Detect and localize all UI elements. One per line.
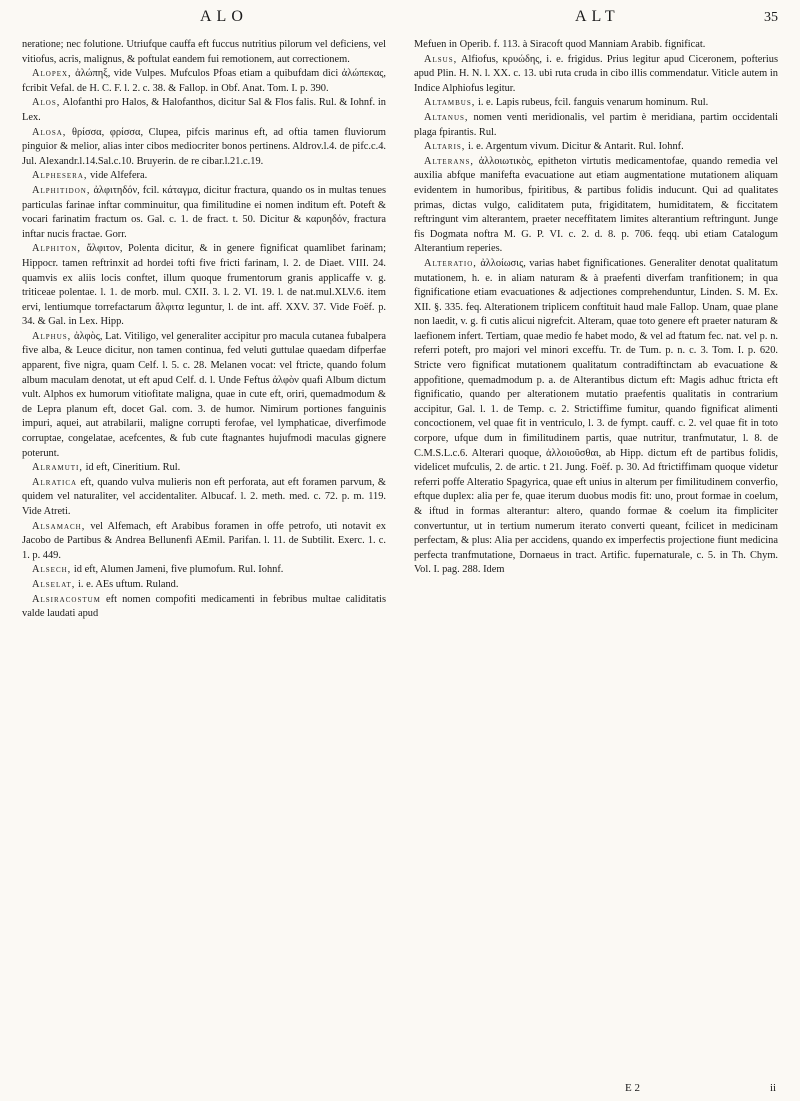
dictionary-entry xyxy=(414,111,778,140)
dictionary-entry xyxy=(22,593,386,622)
catchword: ii xyxy=(770,1082,777,1094)
dictionary-entry xyxy=(22,520,386,564)
entry-text: vide Alfefera. xyxy=(90,170,148,182)
entry-text: neratione; nec folutione. Utriufque cauffa eft fuccus nutritius pilorum vel deficiens, vel vitiofus, acris, malignus, & poftulat eandem fui remotionem, aut correctionem. xyxy=(22,39,386,65)
entry-headword: Alphesera, xyxy=(32,170,88,182)
entry-headword: Alratica xyxy=(32,476,78,488)
page-number: 35 xyxy=(764,10,778,25)
entry-headword: Alsiracostum xyxy=(32,593,101,605)
dictionary-entry xyxy=(414,53,778,97)
entry-headword: Alphitidon, xyxy=(32,184,91,196)
entry-text: ἄλφιτον, Polenta dicitur, & in genere fignificat quamlibet farinam; Hippocr. tamen reftrinxit ad hordei tofti five fricti farinam, l. 2. de Diaet. VIII. 24. quamvis ex aliis locis conftet, illum quoque frumentorum granis applicaffe v. g. triticeae polentae. l. 1. de morb. mul. CXII. 3. l. 2. VI. 19. l. de nat.mul.XLV.6. item ervi, lentiumque torrefactarum ἄλφιτα leguntur, l. de int. aff. XXV. 37. Vide Foëf. p. 34. & Gal. in Lex. Hipp. xyxy=(22,243,386,328)
running-head-right: ALT xyxy=(575,8,620,25)
dictionary-entry xyxy=(414,96,778,111)
dictionary-entry xyxy=(22,126,386,170)
dictionary-entry xyxy=(22,67,386,96)
dictionary-entry xyxy=(22,563,386,578)
entry-text: eft, quando vulva mulieris non eft perforata, aut eft foramen parvum, & quidem vel naturaliter, vel accidentaliter. Albucaf. l. 2. meth. med. c. 72. p. m. 119. Vide Atreti. xyxy=(22,476,386,517)
left-column xyxy=(22,38,386,1078)
dictionary-entry xyxy=(22,96,386,125)
dictionary-entry xyxy=(22,169,386,184)
entry-text: vel Alfemach, eft Arabibus foramen in offe petrofo, uti notavit ex Jacobo de Partibus & Andrea Bellunenfi AEmil. Parifan. l. 11. de Subtilit. Exerc. 1. c. 1. p. 449. xyxy=(22,520,386,561)
entry-text: Alfiofus, κρυώδης, i. e. frigidus. Prius legitur apud Ciceronem, pofterius apud Plin. H. N. l. XX. c. 13. ubi ruta cruda in cibo illis commendatur. Viticle autem in Indice Alphiofus legitur. xyxy=(414,53,778,94)
entry-headword: Alosa, xyxy=(32,126,67,138)
running-head-left: ALO xyxy=(200,8,248,25)
entry-headword: Alphus, xyxy=(32,330,72,342)
entry-text: ἀλλοιωτικὸς, epitheton virtutis medicamentofae, quando remedia vel auxilia abfque manifefta evacuatione aut etiam augmentatione mutationem aliquam evidentem in humoribus, fpiritibus, & partibus folidis inducunt. Qui ad qualitates primas, dictas vulgo, caliditatem puta, frigiditatem, humiditatem, & ficcitatem reftringunt vim alterantem, praeter neceffitatem limites alterantium reftringunt. Junge fis Dogmata noftra M. G. P. VI. c. 2. d. 8. p. 706. feqq. ubi etiam Catalogum Alterantium reperies. xyxy=(414,155,778,255)
signature-mark: E 2 xyxy=(625,1082,640,1094)
entry-text: Mefuen in Operib. f. 113. à Siracoft quod Manniam Arabib. fignificat. xyxy=(414,39,706,50)
entry-headword: Alsech, xyxy=(32,564,72,576)
entry-headword: Alsamach, xyxy=(32,520,86,532)
entry-text: i. e. Argentum vivum. Dicitur & Antarit. Rul. Iohnf. xyxy=(468,141,684,153)
dictionary-entry xyxy=(22,578,386,593)
entry-headword: Alsus, xyxy=(424,53,458,65)
dictionary-entry xyxy=(414,38,778,53)
entry-text: id eft, Alumen Jameni, five plumofum. Rul. Iohnf. xyxy=(73,564,284,576)
dictionary-entry xyxy=(414,155,778,257)
entry-text: Alofanthi pro Halos, & Halofanthos, dicitur Sal & Flos falis. Rul. & Iohnf. in Lex. xyxy=(22,97,386,123)
entry-text: ἀλλοίωσις, varias habet fignificationes. Generaliter denotat qualitatum mutationem, h. e. in aliam naturam & à praefenti diverfam tranfitionem; in qua fignificatione etiam evacuationes & adjectiones comprehenduntur, Linden. S. M. Ex. XII. §. 335. feq. Alterationem triplicem conftituit haud male Fallop. Unam, quae plane non laedit, v. g. fi cutis alicui nigrefcit. Alteram, quae toto genere eft praeter naturam & laefionem infert. Tertiam, quae medio fe habet modo, & vel ad ftatum fec. nat. vel p. n. referri poteft, pro majori vel minori exceffu. Tr. de Tum. p. n. c. 3. Tom. I. p. 620. Stricte vero fignificat mutationem qualitatum contradiftinctam ab evacuatione & appofitione, quemadmodum p. a. de Alterantibus dictum eft: Magis adhuc ftricta eft fignificatio, quando per alterationem mutatio praefentis qualitatis in contrarium accipitur, Gal. l. 1. de Temp. c. 2. Strictiffime fumitur, quando fignificat alimenti concoctionem, vel quae fit in ventriculo, l. 3. de fympt. cauff. c. 2. vel quae fit in toto corpore, ufque dum in fimilitudinem partis, quae nutritur, tranfmutatur, l. 8. de C.M.S.L.c.6. Alterari quoque, ἀλλοιοῦσθαι, ab Hipp. dictum eft de partibus folidis, videlicet mufculis, 2. de artic. t 21. Jung. Foëf. p. 30. Ad ftrictiffimam quoque videtur referri poffe Alteratio Spagyrica, quae eft unius in alterum per fimilitudinem converfio, eftque duplex: alia per fe, quae iterum duobus modis fit: uno, prout formae in coelum, & iftud in formas alterantur: altero, quando formae & coelum ita fimpliciter convertuntur, ut in tertium numerum iterato converti queant, fcilicet in medicinam perfectam, & plus: Alia per accidens, quando ex imperfectis projectione fiunt medicina perfecta tranfmutatione, Dornaeus in tract. Artific. fupernaturale, c. 5. in Th. Chym. Vol. I. pag. 288. Idem xyxy=(414,257,778,576)
dictionary-entry xyxy=(414,257,778,578)
entry-headword: Alos, xyxy=(32,97,61,109)
entry-text: ἀλφιτηδόν, fcil. κάταγμα, dicitur fractura, quando os in multas tenues particulas farinae inftar comminuitur, qua fimilitudine ei nomen inditum eft. Poteft & vocari farinatim fractum os. Gal. c. 1. de fract. t. 50. Dicitur & καρυηδόν, fractura inftar nucis fractae. Gorr. xyxy=(22,184,386,240)
entry-text: nomen venti meridionalis, vel partim è meridiana, partim occidentali plaga fpirantis. Rul. xyxy=(414,111,778,138)
entry-text: i. e. AEs uftum. Ruland. xyxy=(78,578,179,590)
entry-text: ἀλφὸς, Lat. Vitiligo, vel generaliter accipitur pro macula cutanea fubalpera five alba, & Leuce dicitur, non tamen continua, fed veluti guttulae quaedam difperfae apparent, five nigra, quam Celf. l. 5. c. 28. Melanen vocat: vel ftricte, quando folum album maculam denotat, ut eft apud Celf. d. l. Unde Feftus ἀλφὸν quafi Album dictum vult. Alphos ex humorum vitiofitate maligna, quae in cute eft, oriri, quemadmodum & de Lepra planum eft, docet Gal. com. 3. de humor. Nimirum portiones fanguinis impuri, aquei, aut atrabilarii, maligne corrupti ferofae, vel lymphaticae, diverfimode corruptae, congelatae, acefcentes, & fub cute ftagnantes hujufmodi maculas gignere poterunt. xyxy=(22,330,386,459)
entry-headword: Alphiton, xyxy=(32,243,81,255)
entry-headword: Altaris, xyxy=(424,141,466,153)
dictionary-entry xyxy=(22,184,386,242)
dictionary-entry xyxy=(22,476,386,520)
entry-text: i. e. Lapis rubeus, fcil. fanguis venarum hominum. Rul. xyxy=(477,97,709,109)
entry-headword: Altanus, xyxy=(424,111,469,123)
entry-headword: Alterans, xyxy=(424,155,474,167)
entry-headword: Alselat, xyxy=(32,578,76,590)
entry-headword: Alramuti, xyxy=(32,462,83,474)
entry-text: θρίσσα, φρίσσα, Clupea, pifcis marinus eft, ad oftia tamen fluviorum pinguior & melior, alias inter cibos mediocriter bonos pertinens. Aldrov.l.4. de pifc.c.4. Jul. Alexandr.l.14.Sal.c.10. Bruyerin. de re cibar.l.21.c.19. xyxy=(22,126,386,167)
dictionary-entry xyxy=(22,330,386,461)
entry-headword: Altambus, xyxy=(424,97,476,109)
dictionary-entry xyxy=(22,242,386,330)
dictionary-entry xyxy=(414,140,778,155)
right-column xyxy=(414,38,778,1078)
entry-headword: Alteratio, xyxy=(424,257,477,269)
dictionary-entry xyxy=(22,38,386,67)
entry-text: eft nomen compofiti medicamenti in febribus multae caliditatis valde laudati apud xyxy=(22,593,386,620)
entry-headword: Alopex, xyxy=(32,68,72,80)
entry-text: ἀλώπηξ, vide Vulpes. Mufculos Pfoas etiam a quibufdam dici ἀλώπεκας, fcribit Vefal. de H. C. F. l. 2. c. 38. & Fallop. in Obf. Anat. Tom. I. p. 390. xyxy=(22,68,386,94)
dictionary-entry xyxy=(22,461,386,476)
entry-text: id eft, Cineritium. Rul. xyxy=(85,462,181,474)
